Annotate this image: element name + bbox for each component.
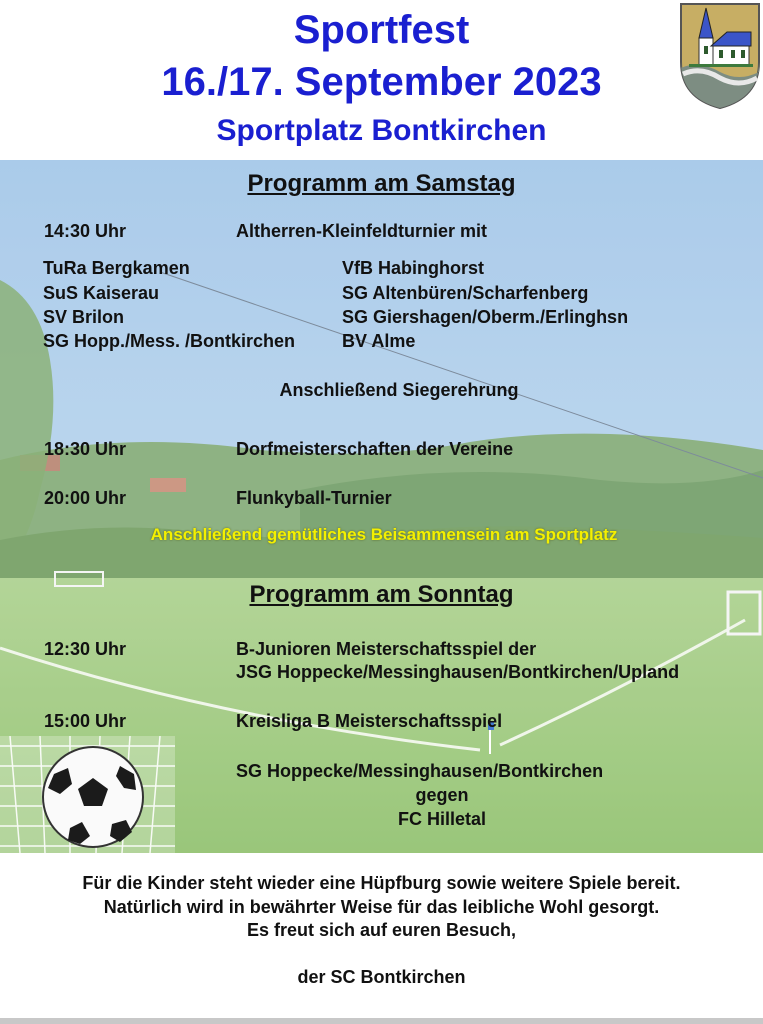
team-right-2: SG Altenbüren/Scharfenberg (342, 283, 589, 303)
team-left-1: TuRa Bergkamen (43, 258, 190, 278)
saturday-event-1: Altherren-Kleinfeldturnier mit (236, 221, 488, 241)
event-venue: Sportplatz Bontkirchen (216, 114, 547, 147)
match-away-team: FC Hilletal (397, 809, 486, 829)
team-left-3: SV Brilon (43, 307, 125, 327)
sunday-event-1-line2: JSG Hoppecke/Messinghausen/Bontkirchen/Upland (236, 662, 680, 682)
saturday-time-3: 20:00 Uhr (44, 488, 127, 508)
bottom-bar (0, 1018, 763, 1024)
saturday-heading: Programm am Samstag (247, 170, 516, 197)
sunday-time-2: 15:00 Uhr (44, 711, 127, 731)
team-right-3: SG Giershagen/Oberm./Erlinghsn (342, 307, 629, 327)
footer-line-1: Für die Kinder steht wieder eine Hüpfburg sowie weitere Spiele bereit. (82, 873, 681, 893)
saturday-event-3: Flunkyball-Turnier (236, 488, 392, 508)
poster-header (0, 0, 763, 160)
saturday-time-2: 18:30 Uhr (44, 439, 127, 459)
ceremony-note: Anschließend Siegerehrung (279, 380, 519, 400)
sunday-event-1-line1: B-Junioren Meisterschaftsspiel der (236, 639, 537, 659)
sunday-event-2: Kreisliga B Meisterschaftsspiel (236, 711, 503, 731)
saturday-time-1: 14:30 Uhr (44, 221, 127, 241)
event-date: 16./17. September 2023 (161, 60, 602, 104)
team-left-2: SuS Kaiserau (43, 283, 160, 303)
footer-line-3: Es freut sich auf euren Besuch, (246, 920, 517, 940)
sunday-heading: Programm am Sonntag (249, 581, 514, 608)
team-right-4: BV Alme (342, 331, 416, 351)
social-note: Anschließend gemütliches Beisammensein am Sportplatz (150, 525, 618, 544)
village-crest-icon (679, 2, 761, 110)
poster-footer (0, 853, 763, 1018)
poster-title: Sportfest (293, 8, 470, 52)
match-versus: gegen (415, 785, 469, 805)
soccer-ball-icon (40, 744, 146, 850)
team-left-4: SG Hopp./Mess. /Bontkirchen (43, 331, 296, 351)
team-right-1: VfB Habinghorst (342, 258, 484, 278)
footer-signature: der SC Bontkirchen (297, 967, 466, 987)
footer-line-2: Natürlich wird in bewährter Weise für das leibliche Wohl gesorgt. (103, 897, 660, 917)
saturday-event-2: Dorfmeisterschaften der Vereine (236, 439, 514, 459)
match-home-team: SG Hoppecke/Messinghausen/Bontkirchen (236, 761, 604, 781)
sunday-time-1: 12:30 Uhr (44, 639, 127, 659)
